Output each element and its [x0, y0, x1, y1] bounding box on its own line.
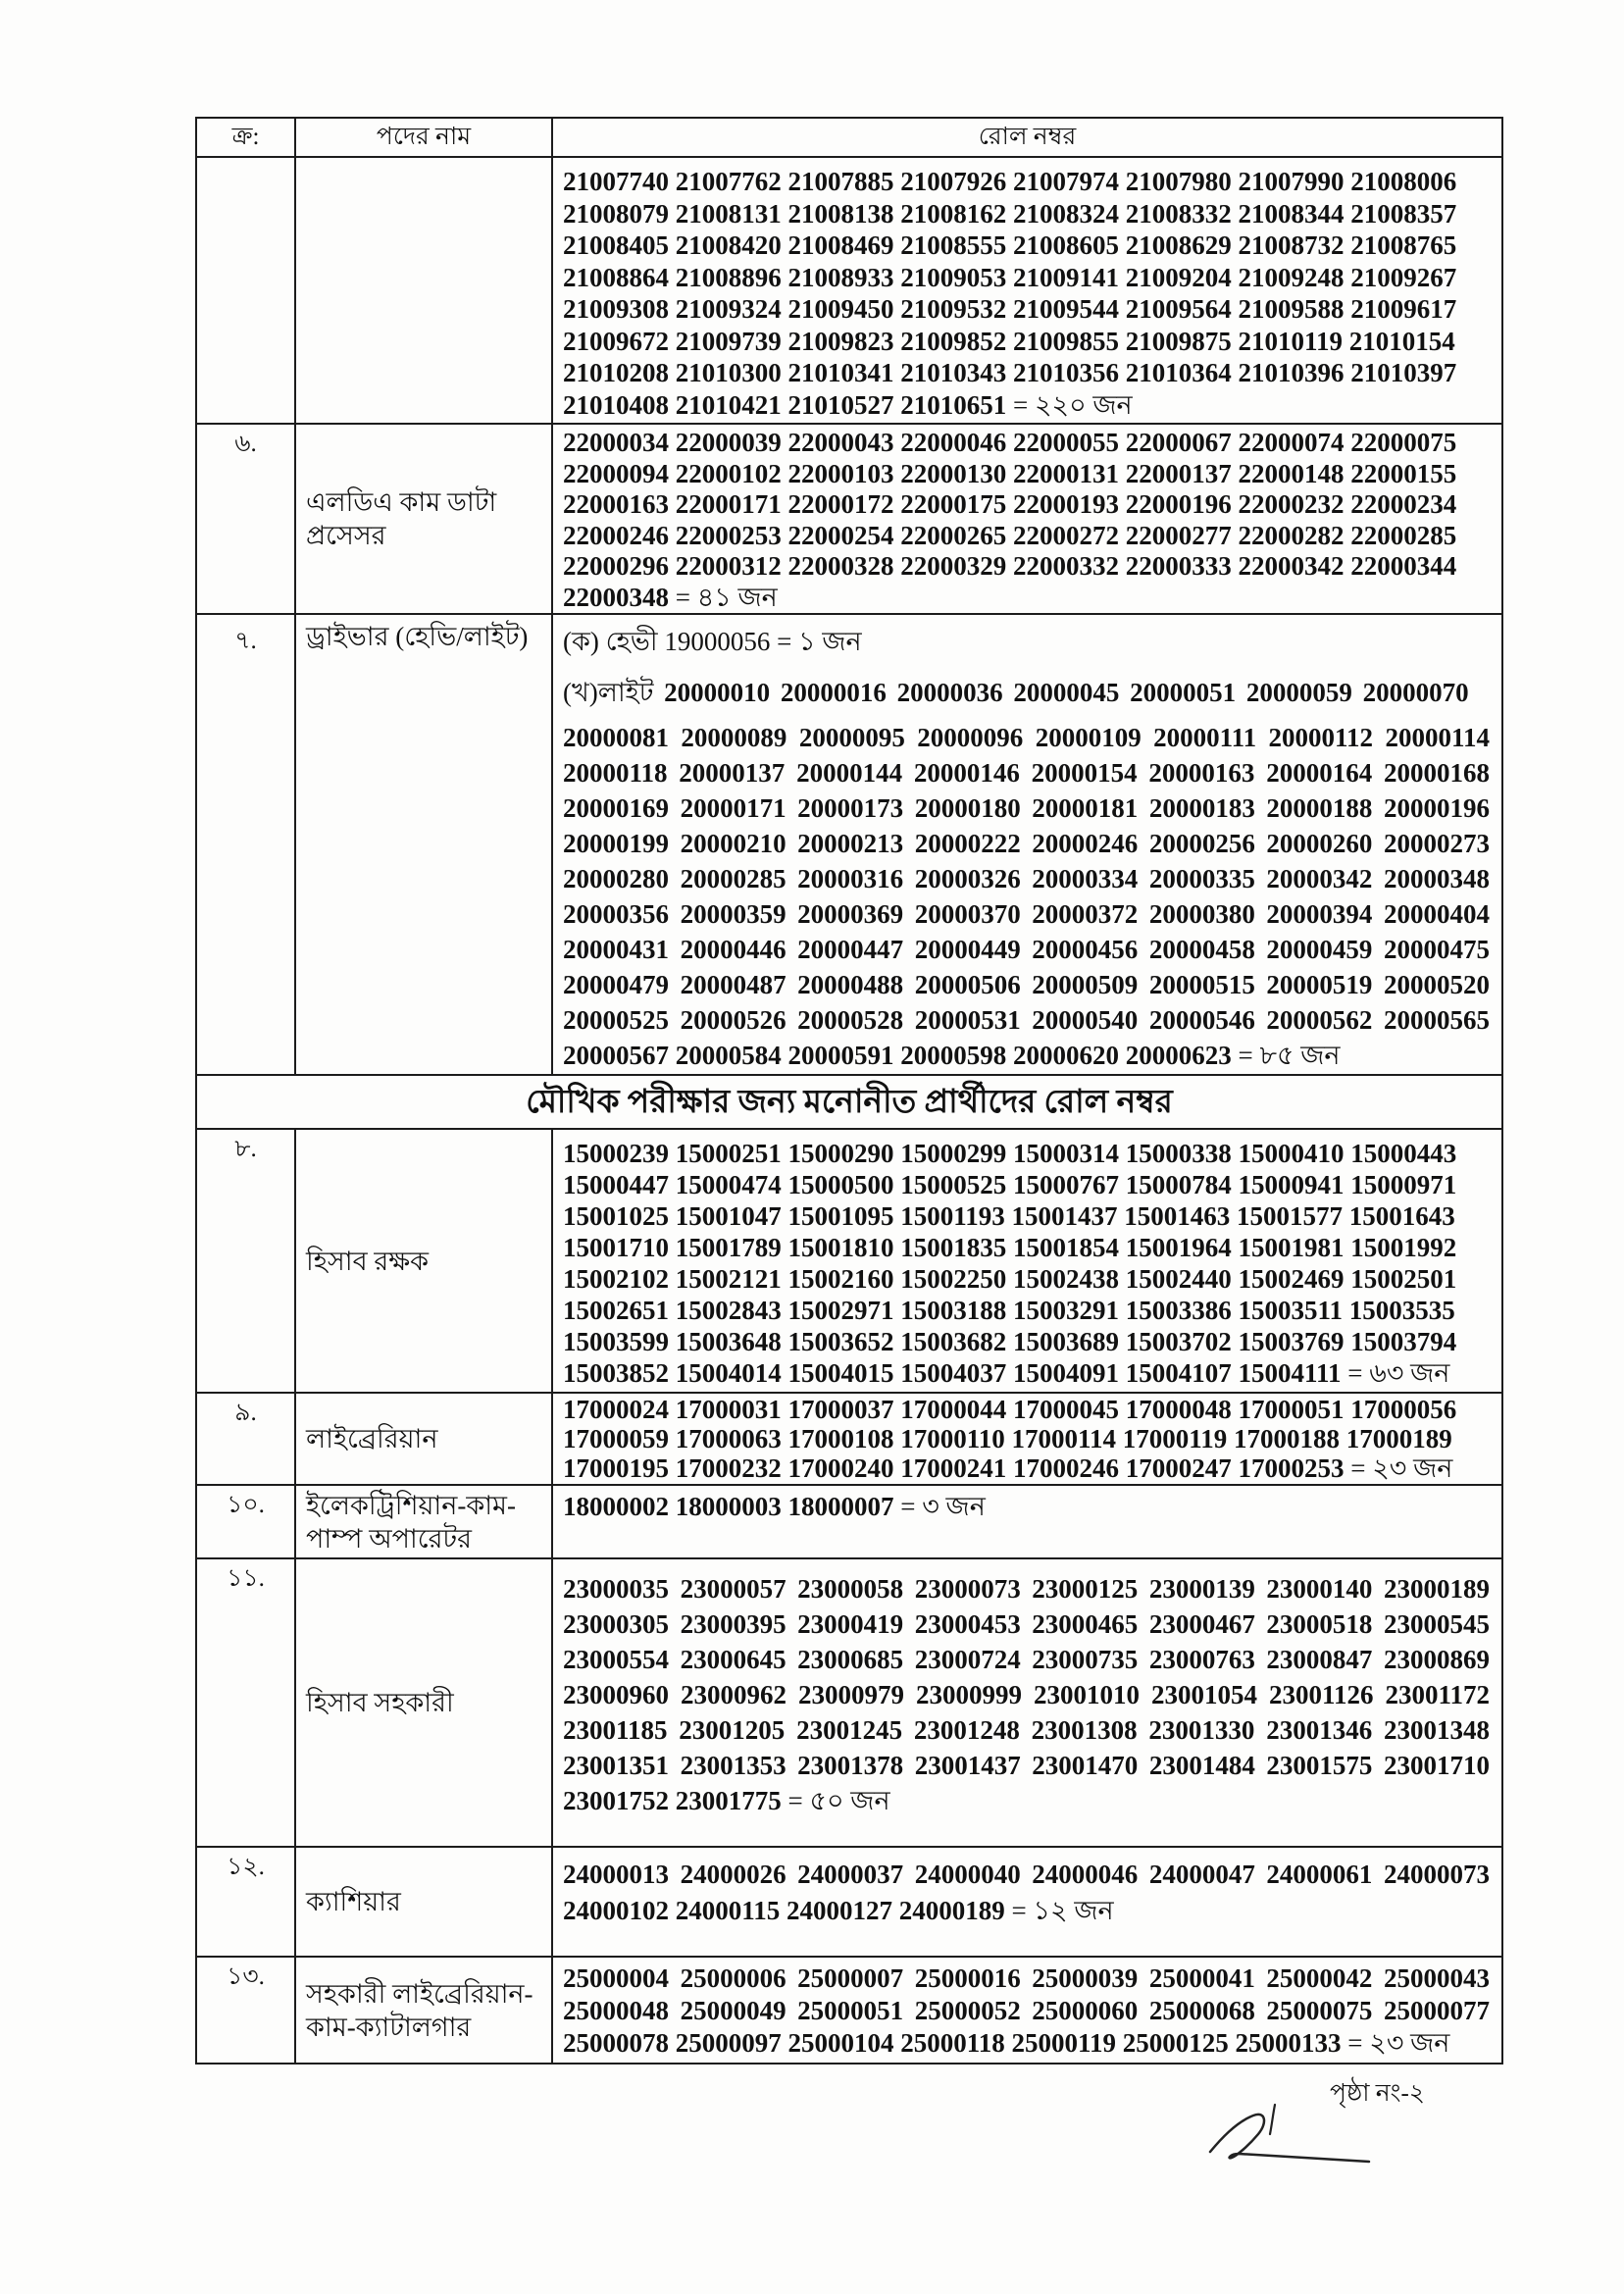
serial-cell — [196, 157, 295, 424]
table-row — [196, 1847, 1502, 1957]
roll-numbers: 20000567 20000584 20000591 20000598 20000620 20000623 — [563, 1041, 1232, 1070]
roll-number-line: 22000296 22000312 22000328 22000329 22000332 22000333 22000342 22000344 — [563, 551, 1457, 581]
roll-number-line: 21009672 21009739 21009823 21009852 21009855 21009875 21010119 21010154 — [563, 326, 1455, 356]
table-row — [196, 1129, 1502, 1393]
roll-numbers-cell — [552, 1847, 1502, 1957]
roll-number-line: 20000479 20000487 20000488 20000506 20000509 20000515 20000519 20000520 — [563, 970, 1490, 999]
roll-number-line — [563, 389, 1490, 422]
roll-number-line: 22000094 22000102 22000103 22000130 22000131 22000137 22000148 22000155 — [563, 458, 1457, 488]
roll-number-line: 15001025 15001047 15001095 15001193 15001437 15001463 15001577 15001643 — [563, 1201, 1455, 1231]
serial-cell: ৯. — [196, 1393, 295, 1485]
table-header-row — [196, 118, 1502, 157]
roll-numbers-cell — [552, 1393, 1502, 1485]
roll-number-line: 22000034 22000039 22000043 22000046 22000055 22000067 22000074 22000075 — [563, 428, 1457, 457]
table-row — [196, 1393, 1502, 1485]
post-name-cell: ড্রাইভার (হেভি/লাইট) — [295, 614, 552, 1075]
roll-numbers: 22000348 — [563, 582, 669, 612]
post-name-cell: হিসাব সহকারী — [295, 1558, 552, 1847]
viva-section-heading: মৌখিক পরীক্ষার জন্য মনোনীত প্রার্থীদের রোল নম্বর — [196, 1075, 1502, 1129]
roll-number-line: 22000163 22000171 22000172 22000175 22000193 22000196 22000232 22000234 — [563, 489, 1457, 519]
post-name-cell: সহকারী লাইব্রেরিয়ান- কাম-ক্যাটালগার — [295, 1957, 552, 2064]
roll-numbers-cell — [552, 1957, 1502, 2064]
serial-cell: ৮. — [196, 1129, 295, 1393]
roll-number-line: 22000246 22000253 22000254 22000265 22000272 22000277 22000282 22000285 — [563, 520, 1457, 550]
roll-numbers: 25000078 25000097 25000104 25000118 25000119 25000125 25000133 — [563, 2028, 1342, 2058]
roll-number-line: 20000118 20000137 20000144 20000146 20000154 20000163 20000164 20000168 — [563, 758, 1490, 788]
table-row — [196, 1558, 1502, 1847]
roll-number-line: 20000280 20000285 20000316 20000326 20000334 20000335 20000342 20000348 — [563, 864, 1490, 893]
table-row — [196, 614, 1502, 1075]
roll-number-line: 25000004 25000006 25000007 25000016 25000039 25000041 25000042 25000043 — [563, 1963, 1490, 1993]
light-driver-line — [563, 675, 1490, 710]
roll-number-line: 21009308 21009324 21009450 21009532 21009544 21009564 21009588 21009617 — [563, 294, 1457, 324]
roll-numbers: 23001752 23001775 — [563, 1786, 782, 1815]
roll-number-line: 20000081 20000089 20000095 20000096 20000109 20000111 20000112 20000114 — [563, 723, 1490, 752]
candidate-count: = ৫০ জন — [787, 1786, 890, 1815]
serial-cell: ১২. — [196, 1847, 295, 1957]
signature — [1202, 2099, 1374, 2187]
roll-numbers-cell — [552, 614, 1502, 1075]
roll-number-line: 23001185 23001205 23001245 23001248 23001308 23001330 23001346 23001348 — [563, 1715, 1490, 1745]
roll-numbers: 21010408 21010421 21010527 21010651 — [563, 389, 1007, 420]
post-name-cell: হিসাব রক্ষক — [295, 1129, 552, 1393]
candidate-count: = ২২০ জন — [1013, 389, 1133, 420]
roll-numbers-cell — [552, 1485, 1502, 1558]
roll-number-line — [563, 1038, 1490, 1073]
roll-number-line: 20000431 20000446 20000447 20000449 20000456 20000458 20000459 20000475 — [563, 935, 1490, 964]
roll-numbers-cell — [552, 1558, 1502, 1847]
roll-numbers: 18000002 18000003 18000007 — [563, 1492, 894, 1521]
roll-number-line: 15002102 15002121 15002160 15002250 15002438 15002440 15002469 15002501 — [563, 1264, 1457, 1294]
roll-number-line: 15001710 15001789 15001810 15001835 15001854 15001964 15001981 15001992 — [563, 1233, 1457, 1262]
roll-number-line: 23000960 23000962 23000979 23000999 23001010 23001054 23001126 23001172 — [563, 1680, 1490, 1709]
heavy-driver-line — [563, 624, 1490, 659]
roll-numbers: 19000056 — [664, 627, 771, 656]
roll-number-line — [563, 583, 1490, 614]
roll-numbers-cell — [552, 424, 1502, 614]
roll-numbers: 15003852 15004014 15004015 15004037 15004091 15004107 15004111 — [563, 1358, 1342, 1388]
roll-number-table — [195, 117, 1503, 2065]
roll-numbers-cell — [552, 157, 1502, 424]
candidate-count: = ১২ জন — [1011, 1896, 1114, 1925]
roll-number-line — [563, 1783, 1490, 1818]
roll-number-line: 23000305 23000395 23000419 23000453 23000465 23000467 23000518 23000545 — [563, 1609, 1490, 1639]
roll-number-line: 23000035 23000057 23000058 23000073 23000125 23000139 23000140 23000189 — [563, 1574, 1490, 1604]
post-name-cell: লাইব্রেরিয়ান — [295, 1393, 552, 1485]
post-name-cell: এলডিএ কাম ডাটা প্রসেসর — [295, 424, 552, 614]
header-serial: ক্র: — [196, 118, 295, 157]
candidate-count: = ৮৫ জন — [1238, 1041, 1341, 1070]
roll-numbers: 20000010 20000016 20000036 20000045 20000051 20000059 20000070 — [664, 678, 1469, 707]
post-name-cell: ক্যাশিয়ার — [295, 1847, 552, 1957]
roll-numbers: 24000102 24000115 24000127 24000189 — [563, 1896, 1005, 1925]
roll-number-line: 15000447 15000474 15000500 15000525 15000767 15000784 15000941 15000971 — [563, 1170, 1457, 1199]
candidate-count: = ৪১ জন — [675, 582, 778, 612]
roll-number-line: 23000554 23000645 23000685 23000724 23000735 23000763 23000847 23000869 — [563, 1645, 1490, 1674]
header-post-name: পদের নাম — [295, 118, 552, 157]
roll-number-line — [563, 1491, 1490, 1522]
roll-number-line: 24000013 24000026 24000037 24000040 24000046 24000047 24000061 24000073 — [563, 1860, 1490, 1889]
table-row — [196, 1957, 1502, 2064]
candidate-count: = ৩ জন — [900, 1492, 986, 1521]
candidate-count: = ২৩ জন — [1350, 1453, 1453, 1483]
heavy-label: (ক) হেভী — [563, 627, 658, 656]
roll-number-line — [563, 1357, 1490, 1389]
roll-number-line: 25000048 25000049 25000051 25000052 25000060 25000068 25000075 25000077 — [563, 1996, 1490, 2025]
serial-cell: ১৩. — [196, 1957, 295, 2064]
serial-cell: ৬. — [196, 424, 295, 614]
roll-number-line: 15002651 15002843 15002971 15003188 15003291 15003386 15003511 15003535 — [563, 1296, 1455, 1325]
serial-cell: ১০. — [196, 1485, 295, 1558]
roll-number-line — [563, 1893, 1490, 1929]
roll-number-line: 20000525 20000526 20000528 20000531 20000540 20000546 20000562 20000565 — [563, 1005, 1490, 1035]
table-row — [196, 1485, 1502, 1558]
candidate-count: = ১ জন — [777, 627, 862, 656]
roll-number-line: 23001351 23001353 23001378 23001437 23001470 23001484 23001575 23001710 — [563, 1751, 1490, 1780]
roll-number-line: 20000356 20000359 20000369 20000370 20000372 20000380 20000394 20000404 — [563, 899, 1490, 929]
roll-number-line: 15000239 15000251 15000290 15000299 15000314 15000338 15000410 15000443 — [563, 1139, 1457, 1168]
roll-number-line: 21008079 21008131 21008138 21008162 21008324 21008332 21008344 21008357 — [563, 198, 1457, 229]
roll-number-line: 21008864 21008896 21008933 21009053 21009141 21009204 21009248 21009267 — [563, 262, 1457, 292]
roll-number-line: 17000024 17000031 17000037 17000044 17000045 17000048 17000051 17000056 — [563, 1395, 1457, 1424]
post-name-cell — [295, 157, 552, 424]
serial-cell: ৭. — [196, 614, 295, 1075]
candidate-count: = ৬৩ জন — [1347, 1358, 1450, 1388]
roll-number-line: 20000169 20000171 20000173 20000180 20000181 20000183 20000188 20000196 — [563, 793, 1490, 823]
table-row — [196, 424, 1502, 614]
roll-number-line: 21008405 21008420 21008469 21008555 21008605 21008629 21008732 21008765 — [563, 230, 1457, 260]
roll-number-line: 21007740 21007762 21007885 21007926 21007974 21007980 21007990 21008006 — [563, 167, 1457, 196]
roll-number-line — [563, 1453, 1490, 1483]
roll-numbers: 17000195 17000232 17000240 17000241 17000246 17000247 17000253 — [563, 1453, 1345, 1483]
candidate-count: = ২৩ জন — [1347, 2028, 1450, 2058]
table-row — [196, 157, 1502, 424]
section-heading-row — [196, 1075, 1502, 1129]
post-name-cell: ইলেকট্রিশিয়ান-কাম- পাম্প অপারেটর — [295, 1485, 552, 1558]
header-roll-number: রোল নম্বর — [552, 118, 1502, 157]
light-label: (খ)লাইট — [563, 678, 654, 707]
roll-numbers-cell — [552, 1129, 1502, 1393]
roll-number-line: 20000199 20000210 20000213 20000222 20000246 20000256 20000260 20000273 — [563, 829, 1490, 858]
roll-number-line: 15003599 15003648 15003652 15003682 15003689 15003702 15003769 15003794 — [563, 1327, 1457, 1356]
roll-number-line — [563, 2027, 1490, 2060]
roll-number-line: 21010208 21010300 21010341 21010343 21010356 21010364 21010396 21010397 — [563, 358, 1457, 387]
page-number: পৃষ্ঠা নং-২ — [1330, 2080, 1426, 2107]
serial-cell: ১১. — [196, 1558, 295, 1847]
roll-number-line: 17000059 17000063 17000108 17000110 17000114 17000119 17000188 17000189 — [563, 1424, 1452, 1453]
